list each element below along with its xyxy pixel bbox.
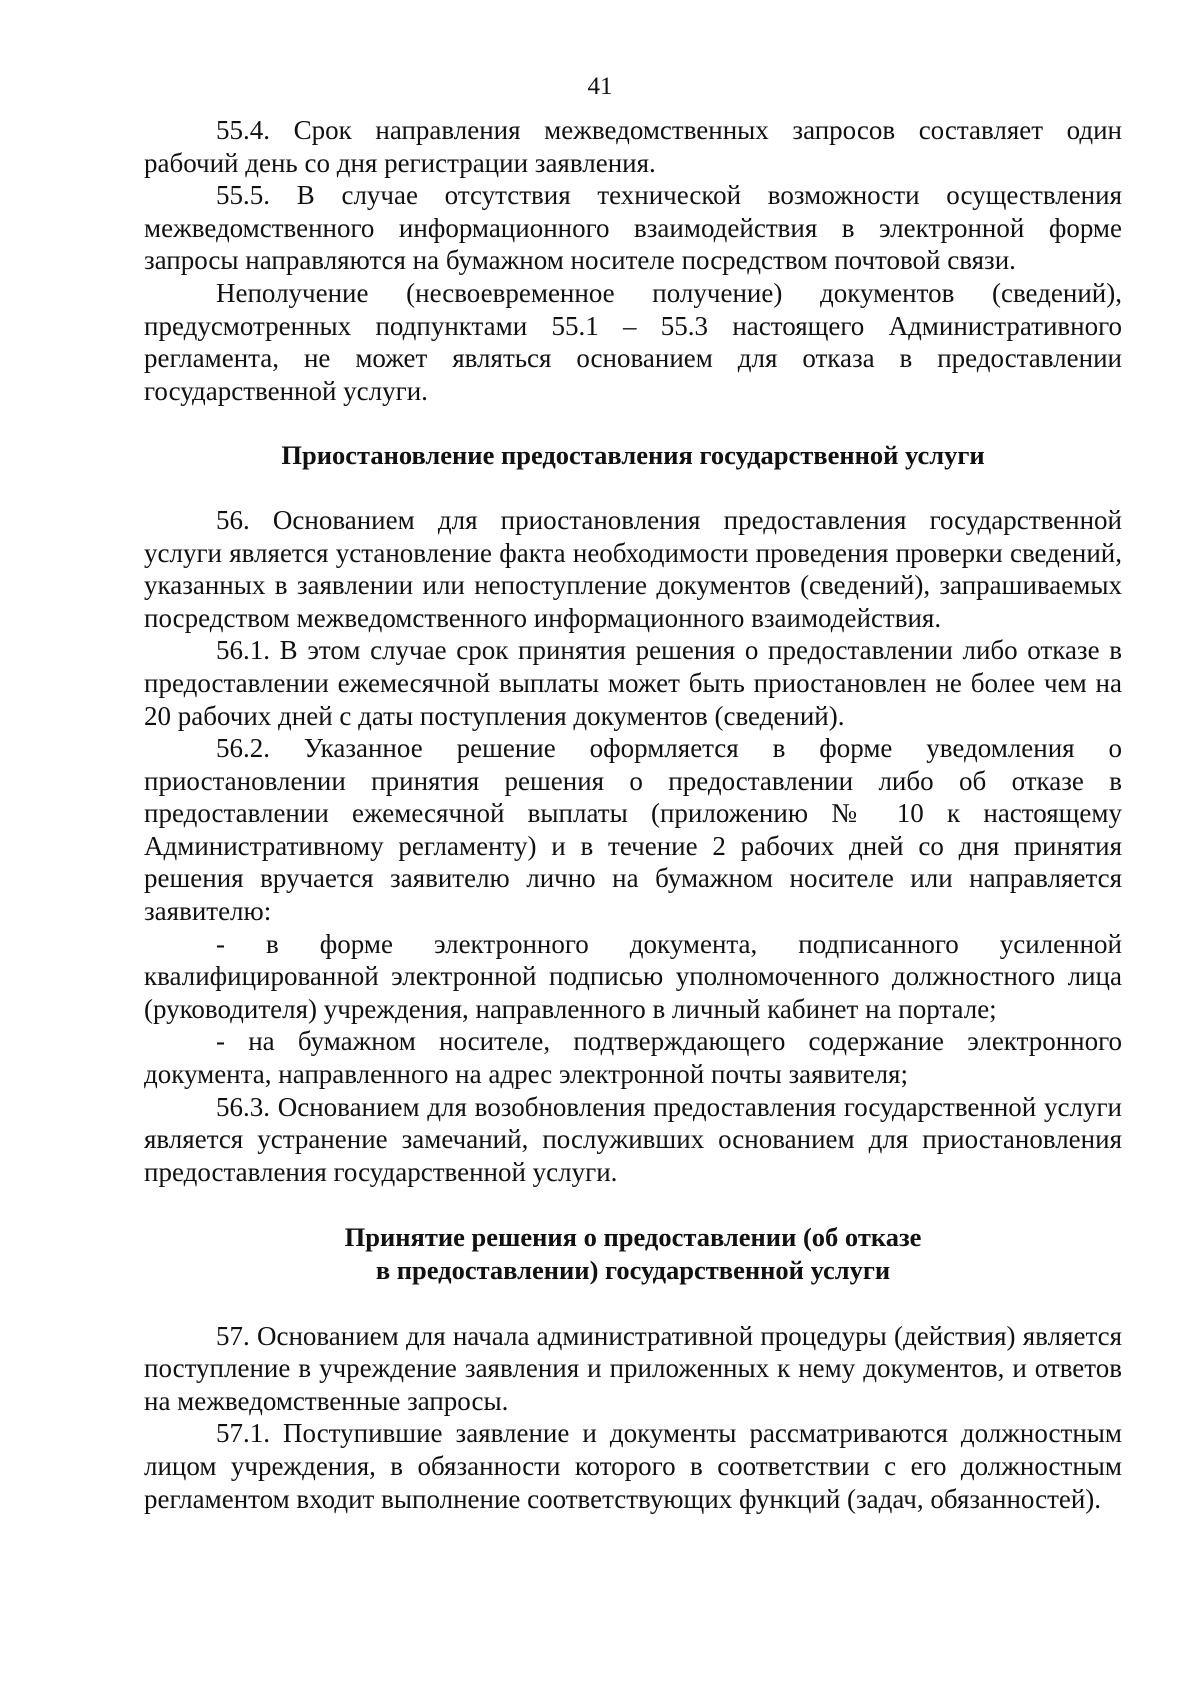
list-item-paper: - на бумажном носителе, подтверждающего содержание электронного документа, направленного на адрес электронной почты заявителя; [144, 1026, 1122, 1090]
section-heading-decision-line1: Принятие решения о предоставлении (об отказе [344, 1222, 922, 1253]
section-heading-suspension-text: Приостановление предоставления государственной услуги [281, 440, 985, 471]
paragraph-56-2: 56.2. Указанное решение оформляется в форме уведомления о приостановлении принятия решения о предоставлении либо об отказе в предоставлении ежемесячной выплаты (приложению № 10 к настоящему Административному регламенту) и в течение 2 рабочих дней со дня принятия решения вручается заявителю лично на бумажном носителе или направляется заявителю: [144, 733, 1122, 927]
paragraph-55-4: 55.4. Срок направления межведомственных запросов составляет один рабочий день со дня регистрации заявления. [144, 115, 1122, 178]
paragraph-55-5: 55.5. В случае отсутствия технической возможности осуществления межведомственного информационного взаимодействия в электронной форме запросы направляются на бумажном носителе посредством почтовой связи. [144, 180, 1122, 276]
paragraph-56-3: 56.3. Основанием для возобновления предоставления государственной услуги является устранение замечаний, послуживших основанием для приостановления предоставления государственной услуги. [144, 1091, 1122, 1187]
document-body [144, 114, 1122, 1515]
list-item-electronic: - в форме электронного документа, подписанного усиленной квалифицированной электронной подписью уполномоченного должностного лица (руководителя) учреждения, направленного в личный кабинет на портале; [144, 928, 1122, 1024]
paragraph-57: 57. Основанием для начала административной процедуры (действия) является поступление в учреждение заявления и приложенных к нему документов, и ответов на межведомственные запросы. [144, 1320, 1122, 1416]
paragraph-56-1: 56.1. В этом случае срок принятия решения о предоставлении либо отказе в предоставлении ежемесячной выплаты может быть приостановлен не более чем на 20 рабочих дней с даты поступления документов (сведений). [144, 635, 1122, 731]
section-heading-suspension [144, 439, 1122, 472]
paragraph-non-receipt: Неполучение (несвоевременное получение) документов (сведений), предусмотренных подпунктами 55.1 – 55.3 настоящего Административного регламента, не может являться основанием для отказа в предоставлении государственной услуги. [144, 277, 1122, 406]
section-heading-decision-line2: в предоставлении) государственной услуги [375, 1255, 891, 1285]
section-heading-decision [144, 1221, 1122, 1286]
paragraph-57-1: 57.1. Поступившие заявление и документы рассматриваются должностным лицом учреждения, в обязанности которого в соответствии с его должностным регламентом входит выполнение соответствующих функций (задач, обязанностей). [144, 1418, 1122, 1514]
paragraph-56: 56. Основанием для приостановления предоставления государственной услуги является установление факта необходимости проведения проверки сведений, указанных в заявлении или непоступление документов (сведений), запрашиваемых посредством межведомственного информационного взаимодействия. [144, 504, 1122, 633]
page-number: 41 [587, 73, 613, 100]
